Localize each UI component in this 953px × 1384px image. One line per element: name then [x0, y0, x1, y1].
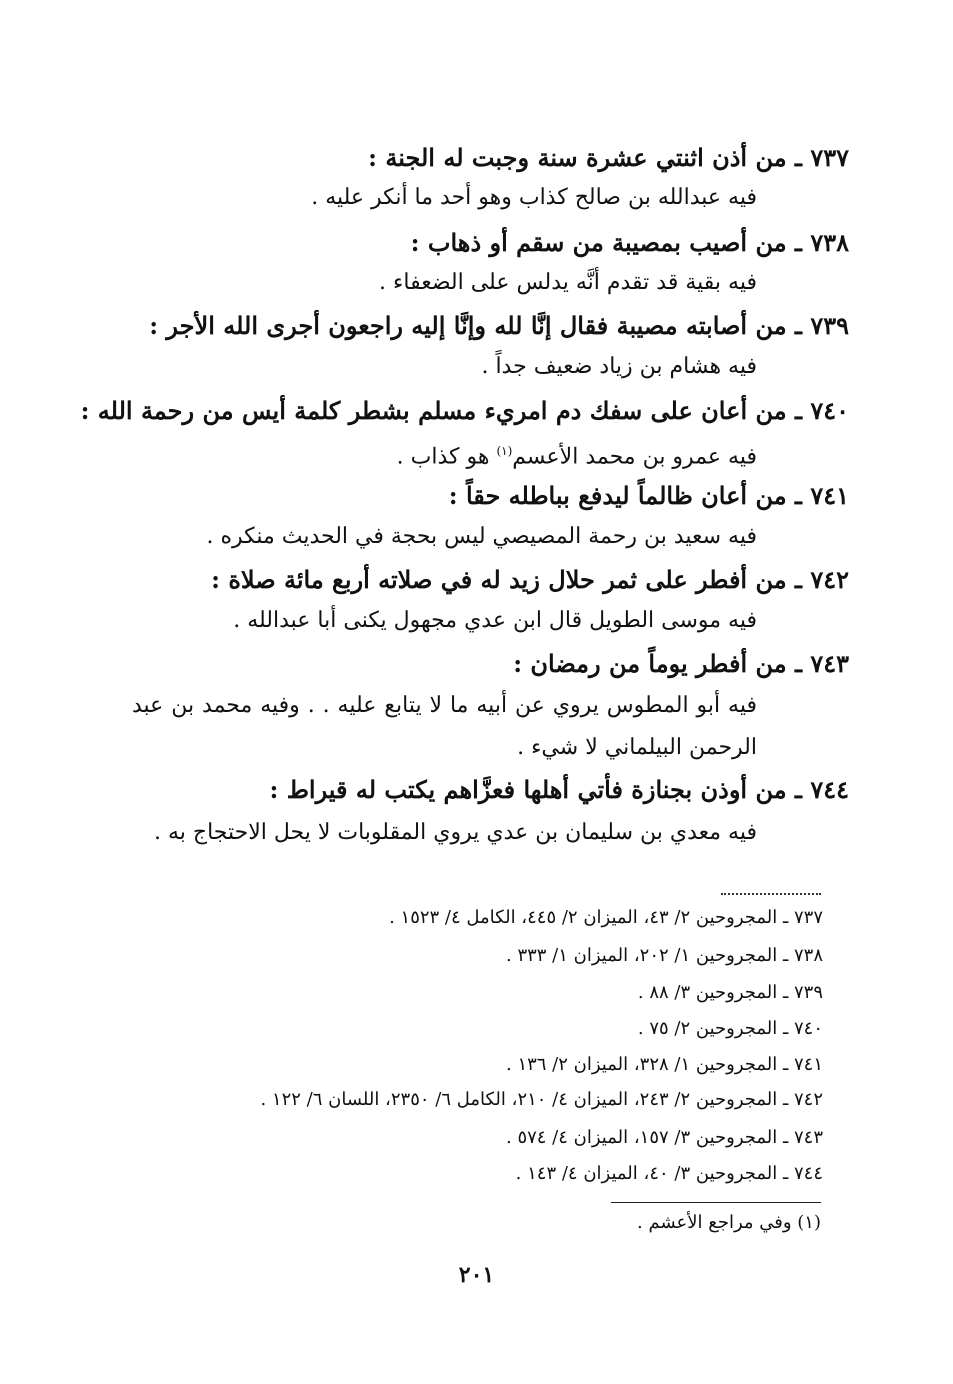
reference-741: ٧٤١ ـ المجروحين ١/ ٣٢٨، الميزان ٢/ ١٣٦ .	[505, 1054, 823, 1075]
entry-739-title: ٧٣٩ ـ من أصابته مصيبة فقال إنَّا لله وإنَّا إليه راجعون أجرى الله الأجر :	[149, 311, 849, 340]
entry-743-body: فيه أبو المطوس يروي عن أبيه ما لا يتابع عليه . . وفيه محمد بن عبد الرحمن البيلماني لا شيء .	[132, 693, 757, 760]
entry-744-body: فيه معدي بن سليمان بن عدي يروي المقلوبات لا يحل الاحتجاج به .	[153, 820, 757, 845]
entry-742-body: فيه موسى الطويل قال ابن عدي مجهول يكنى أبا عبدالله .	[233, 608, 757, 633]
reference-744: ٧٤٤ ـ المجروحين ٣/ ٤٠، الميزان ٤/ ١٤٣ .	[515, 1163, 823, 1184]
entry-737-title: ٧٣٧ ـ من أذن اثنتي عشرة سنة وجبت له الجنة :	[368, 143, 849, 172]
entry-741-body: فيه سعيد بن رحمة المصيصي ليس بحجة في الحديث منكره .	[206, 524, 757, 549]
reference-742: ٧٤٢ ـ المجروحين ٢/ ٢٤٣، الميزان ٤/ ٢١٠، الكامل ٦/ ٢٣٥٠، اللسان ٦/ ١٢٢ .	[260, 1089, 823, 1110]
footnote-separator	[611, 1202, 821, 1203]
entry-742-title: ٧٤٢ ـ من أفطر على ثمر حلال زيد له في صلاته أربع مائة صلاة :	[211, 565, 849, 594]
entry-737-body: فيه عبدالله بن صالح كذاب وهو أحد ما أنكر عليه .	[311, 185, 757, 210]
entry-739-body: فيه هشام بن زياد ضعيف جداً .	[481, 354, 757, 379]
entry-740-title: ٧٤٠ ـ من أعان على سفك دم امريء مسلم بشطر كلمة أيس من رحمة الله :	[80, 396, 849, 425]
reference-738: ٧٣٨ ـ المجروحين ١/ ٢٠٢، الميزان ١/ ٣٣٣ .	[505, 945, 823, 966]
entry-743-title: ٧٤٣ ـ من أفطر يوماً من رمضان :	[513, 649, 849, 678]
entry-738-body: فيه بقية قد تقدم أنَّه يدلس على الضعفاء .	[379, 270, 757, 295]
page-number: ٢٠١	[458, 1262, 495, 1288]
entry-738-title: ٧٣٨ ـ من أصيب بمصيبة من سقم أو ذهاب :	[410, 228, 849, 257]
entry-744-title: ٧٤٤ ـ من أوذن بجنازة فأتي أهلها فعزَّاهم يكتب له قيراط :	[269, 775, 849, 804]
reference-740: ٧٤٠ ـ المجروحين ٢/ ٧٥ .	[637, 1018, 823, 1039]
footnote-marker: (١)	[496, 444, 513, 458]
footnote: (١) وفي مراجع الأعشم .	[637, 1212, 821, 1233]
reference-737: ٧٣٧ ـ المجروحين ٢/ ٤٣، الميزان ٢/ ٤٤٥، الكامل ٤/ ١٥٢٣ .	[389, 907, 823, 928]
entry-740-body-text: فيه عمرو بن محمد الأعسم	[512, 444, 757, 470]
entry-741-title: ٧٤١ ـ من أعان ظالماً ليدفع بباطله حقاً :	[448, 481, 849, 510]
reference-743: ٧٤٣ ـ المجروحين ٣/ ١٥٧، الميزان ٤/ ٥٧٤ .	[505, 1127, 823, 1148]
reference-739: ٧٣٩ ـ المجروحين ٣/ ٨٨ .	[637, 982, 823, 1003]
dotted-divider	[721, 893, 821, 895]
entry-740-body-rest: هو كذاب .	[396, 444, 497, 470]
entry-740-body	[397, 436, 757, 472]
